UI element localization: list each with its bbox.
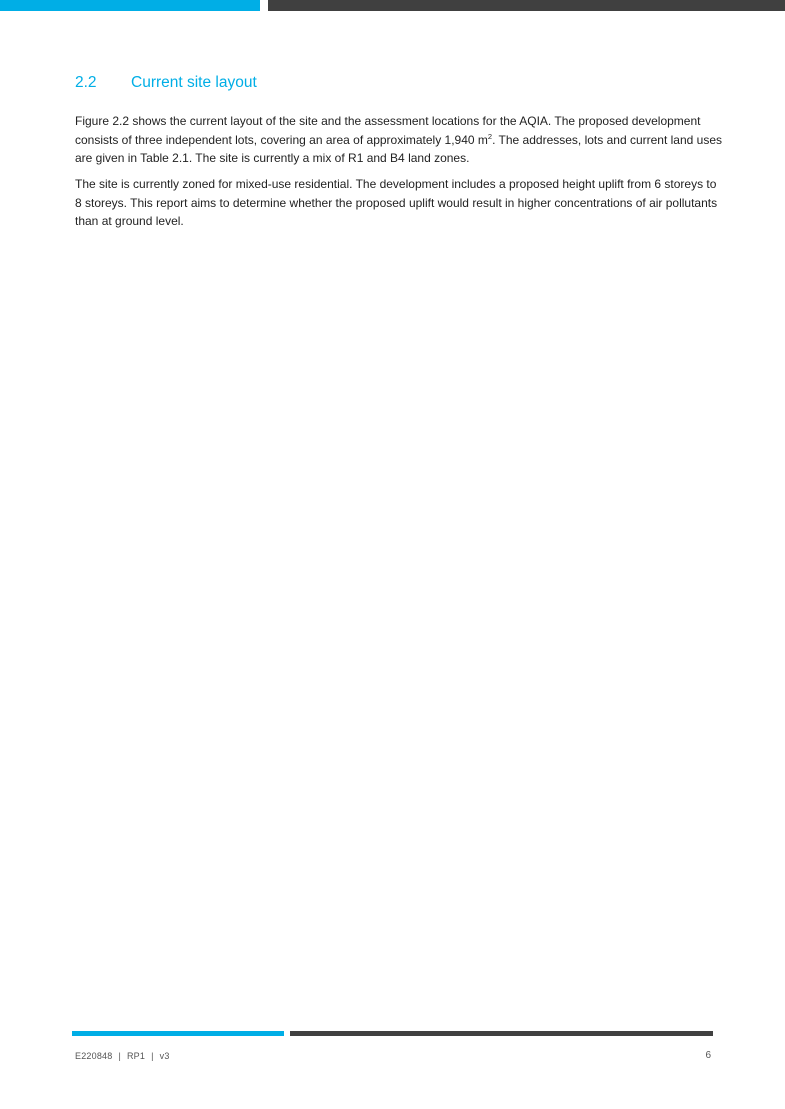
- footer-separator: |: [118, 1051, 121, 1061]
- footer-report: RP1: [126, 1051, 146, 1061]
- footer-dark-bar: [290, 1031, 713, 1036]
- footer-doc-reference: [75, 1051, 170, 1061]
- superscript: 2: [487, 131, 493, 141]
- paragraph-site-layout: [75, 112, 725, 168]
- paragraph-zoning: The site is currently zoned for mixed-use residential. The development includes a proposed height uplift from 6 storeys to 8 storeys. This report aims to determine whether the proposed uplift would result in higher concentrations of air pollutants than at ground level.: [75, 177, 718, 228]
- footer-accent-bar: [72, 1031, 284, 1036]
- footer-separator: |: [151, 1051, 154, 1061]
- section-heading: [75, 74, 257, 92]
- paragraph-text: Figure 2.2 shows the current layout of the site and the assessment locations for the AQIA. The proposed development consists of three independent lots, covering an area of approximately 1,940 m: [75, 114, 701, 147]
- footer-version: v3: [159, 1051, 170, 1061]
- paragraph-text: . The addresses, lots and current land uses are given in Table 2.1. The site is currently a mix of R1 and B4 land zones.: [75, 132, 723, 165]
- footer-doc-id: E220848: [75, 1051, 113, 1061]
- header-dark-bar: [268, 0, 785, 11]
- page-number: 6: [705, 1050, 711, 1061]
- section-number: 2.2: [75, 74, 97, 91]
- header-accent-bar: [0, 0, 260, 11]
- section-title: Current site layout: [131, 74, 257, 91]
